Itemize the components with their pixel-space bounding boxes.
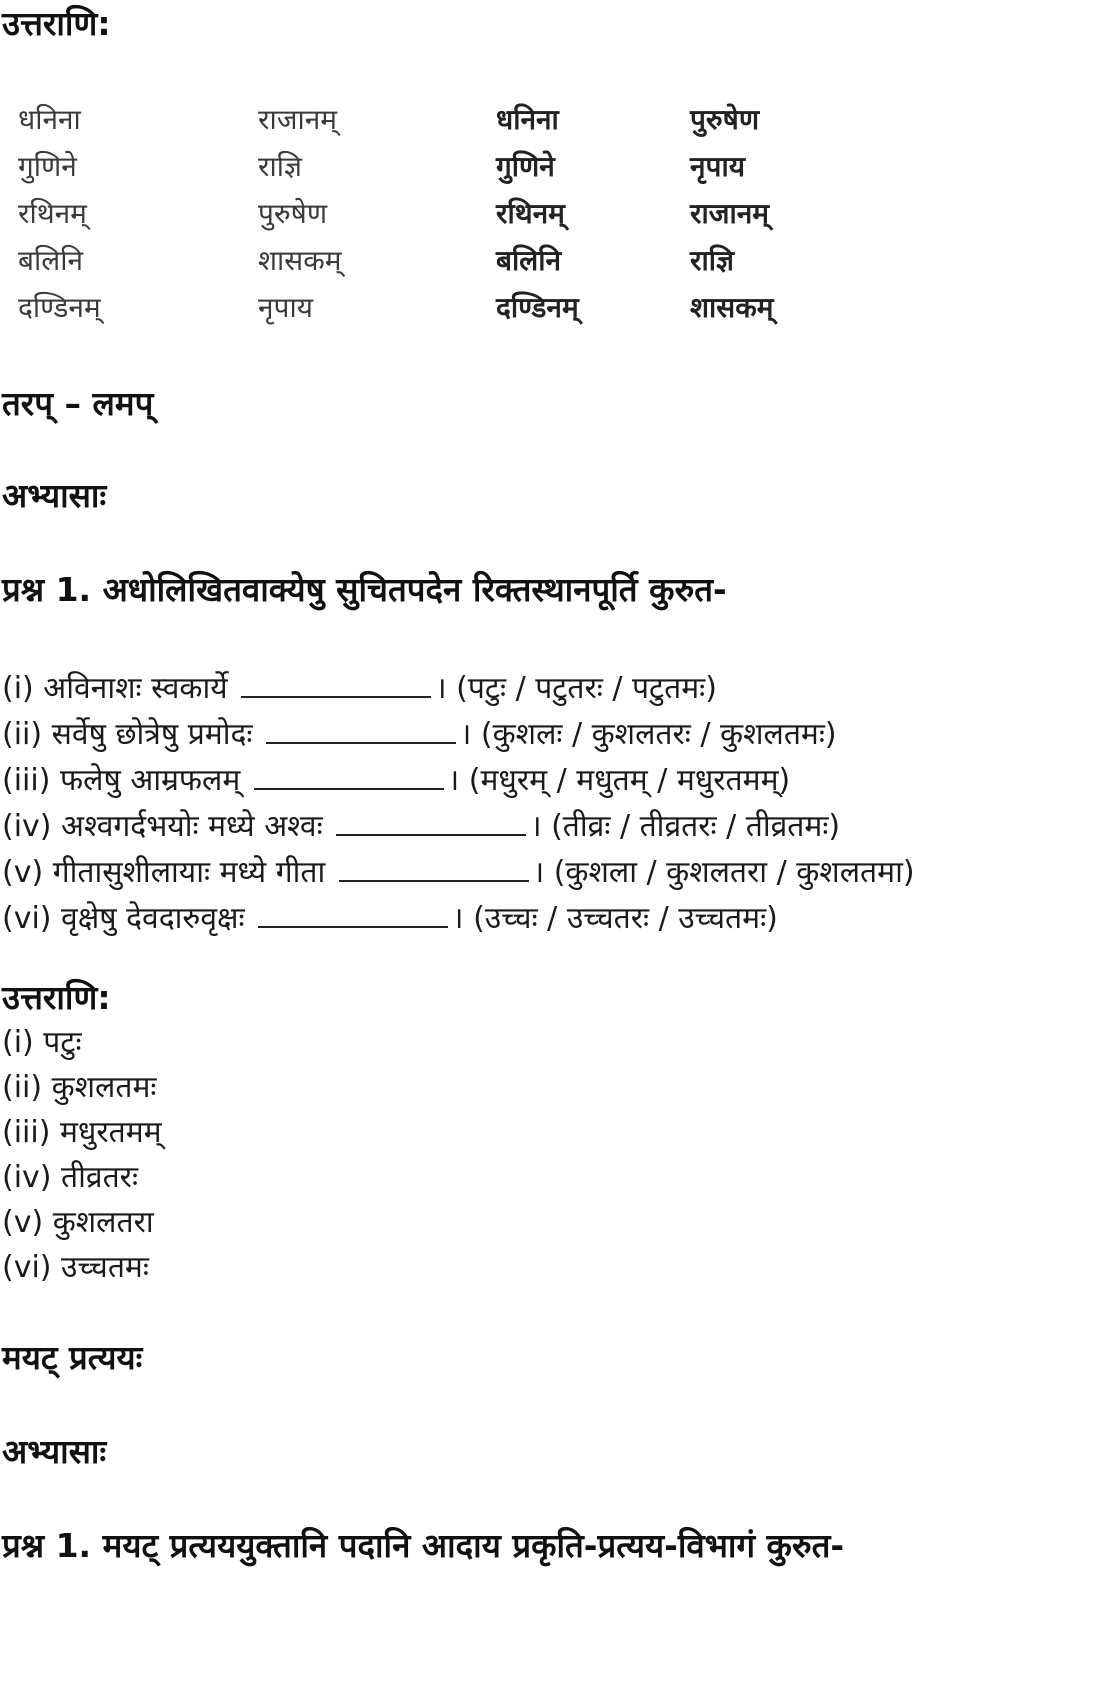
question-options: । (कुशलः / कुशलतरः / कुशलतमः) bbox=[460, 717, 837, 752]
word-cell: गुणिने bbox=[18, 150, 77, 183]
blank-line bbox=[266, 714, 456, 744]
question-item bbox=[2, 666, 915, 712]
word-cell: नृपाय bbox=[258, 291, 313, 324]
word-cell: दण्डिनम् bbox=[496, 291, 579, 324]
question-options: । (तीव्रः / तीव्रतरः / तीव्रतमः) bbox=[530, 809, 841, 844]
answer-item: (iii) मधुरतमम् bbox=[2, 1115, 162, 1150]
word-cell: रथिनम् bbox=[496, 197, 565, 230]
question-heading-2: प्रश्न 1. मयट् प्रत्यययुक्तानि पदानि आदाय प्रकृति-प्रत्यय-विभागं कुरुत- bbox=[2, 1526, 845, 1565]
question-number: (i) bbox=[2, 671, 34, 706]
practice-heading-2: अभ्यासाः bbox=[2, 1432, 107, 1471]
answer-item: (v) कुशलतरा bbox=[2, 1205, 154, 1240]
word-cell: शासकम् bbox=[690, 291, 774, 324]
answers-heading-2: उत्तराणि: bbox=[2, 978, 111, 1017]
blank-line bbox=[339, 852, 529, 882]
answer-item: (vi) उच्चतमः bbox=[2, 1250, 149, 1285]
word-column-2 bbox=[258, 96, 488, 331]
word-cell: पुरुषेण bbox=[690, 103, 760, 136]
section-title-tarap: तरप् – लमप् bbox=[2, 384, 154, 423]
answers-heading-1: उत्तराणि: bbox=[2, 4, 111, 43]
question-item bbox=[2, 712, 915, 758]
word-cell: रथिनम् bbox=[18, 197, 87, 230]
question-item bbox=[2, 896, 915, 942]
question-options: । (मधुरम् / मधुतम् / मधुरतमम्) bbox=[447, 763, 791, 798]
question-item bbox=[2, 850, 915, 896]
question-number: (v) bbox=[2, 855, 44, 890]
word-cell: राजानम् bbox=[690, 197, 770, 230]
word-cell: बलिनि bbox=[496, 244, 562, 277]
question-text: सर्वेषु छोत्रेषु प्रमोदः bbox=[51, 717, 253, 752]
answers-list bbox=[2, 1020, 162, 1290]
word-column-1 bbox=[18, 96, 248, 331]
question-text: अश्वगर्दभयोः मध्ये अश्वः bbox=[61, 809, 323, 844]
word-cell: दण्डिनम् bbox=[18, 291, 101, 324]
question-number: (vi) bbox=[2, 901, 52, 936]
question-options: । (पटुः / पटुतरः / पटुतमः) bbox=[435, 671, 717, 706]
question-text: गीतासुशीलायाः मध्ये गीता bbox=[52, 855, 326, 890]
question-item bbox=[2, 758, 915, 804]
section-title-mayat: मयट् प्रत्ययः bbox=[2, 1338, 143, 1377]
question-text: वृक्षेषु देवदारुवृक्षः bbox=[61, 901, 245, 936]
blank-line bbox=[258, 898, 448, 928]
question-options: । (कुशला / कुशलतरा / कुशलतमा) bbox=[532, 855, 915, 890]
practice-heading-1: अभ्यासाः bbox=[2, 476, 107, 515]
question-item bbox=[2, 804, 915, 850]
question-text: फलेषु आम्रफलम् bbox=[59, 763, 241, 798]
word-cell: नृपाय bbox=[690, 150, 745, 183]
word-cell: राजानम् bbox=[258, 103, 338, 136]
word-cell: राज्ञि bbox=[690, 244, 734, 277]
word-cell: बलिनि bbox=[18, 244, 84, 277]
blank-line bbox=[241, 668, 431, 698]
question-heading-1: प्रश्न 1. अधोलिखितवाक्येषु सुचितपदेन रिक्तस्थानपूर्ति कुरुत- bbox=[2, 570, 727, 609]
question-number: (iii) bbox=[2, 763, 51, 798]
word-cell: गुणिने bbox=[496, 150, 555, 183]
blank-line bbox=[336, 806, 526, 836]
word-cell: शासकम् bbox=[258, 244, 342, 277]
question-options: । (उच्चः / उच्चतरः / उच्चतमः) bbox=[452, 901, 778, 936]
word-table bbox=[18, 96, 878, 336]
word-cell: धनिना bbox=[18, 103, 81, 136]
question-number: (iv) bbox=[2, 809, 52, 844]
word-column-4 bbox=[690, 96, 920, 331]
blank-line bbox=[254, 760, 444, 790]
fill-blank-questions bbox=[2, 666, 915, 942]
answer-item: (ii) कुशलतमः bbox=[2, 1070, 157, 1105]
answer-item: (i) पटुः bbox=[2, 1025, 82, 1060]
word-cell: धनिना bbox=[496, 103, 559, 136]
word-cell: राज्ञि bbox=[258, 150, 302, 183]
question-text: अविनाशः स्वकार्ये bbox=[43, 671, 228, 706]
question-number: (ii) bbox=[2, 717, 43, 752]
answer-item: (iv) तीव्रतरः bbox=[2, 1160, 139, 1195]
word-cell: पुरुषेण bbox=[258, 197, 328, 230]
